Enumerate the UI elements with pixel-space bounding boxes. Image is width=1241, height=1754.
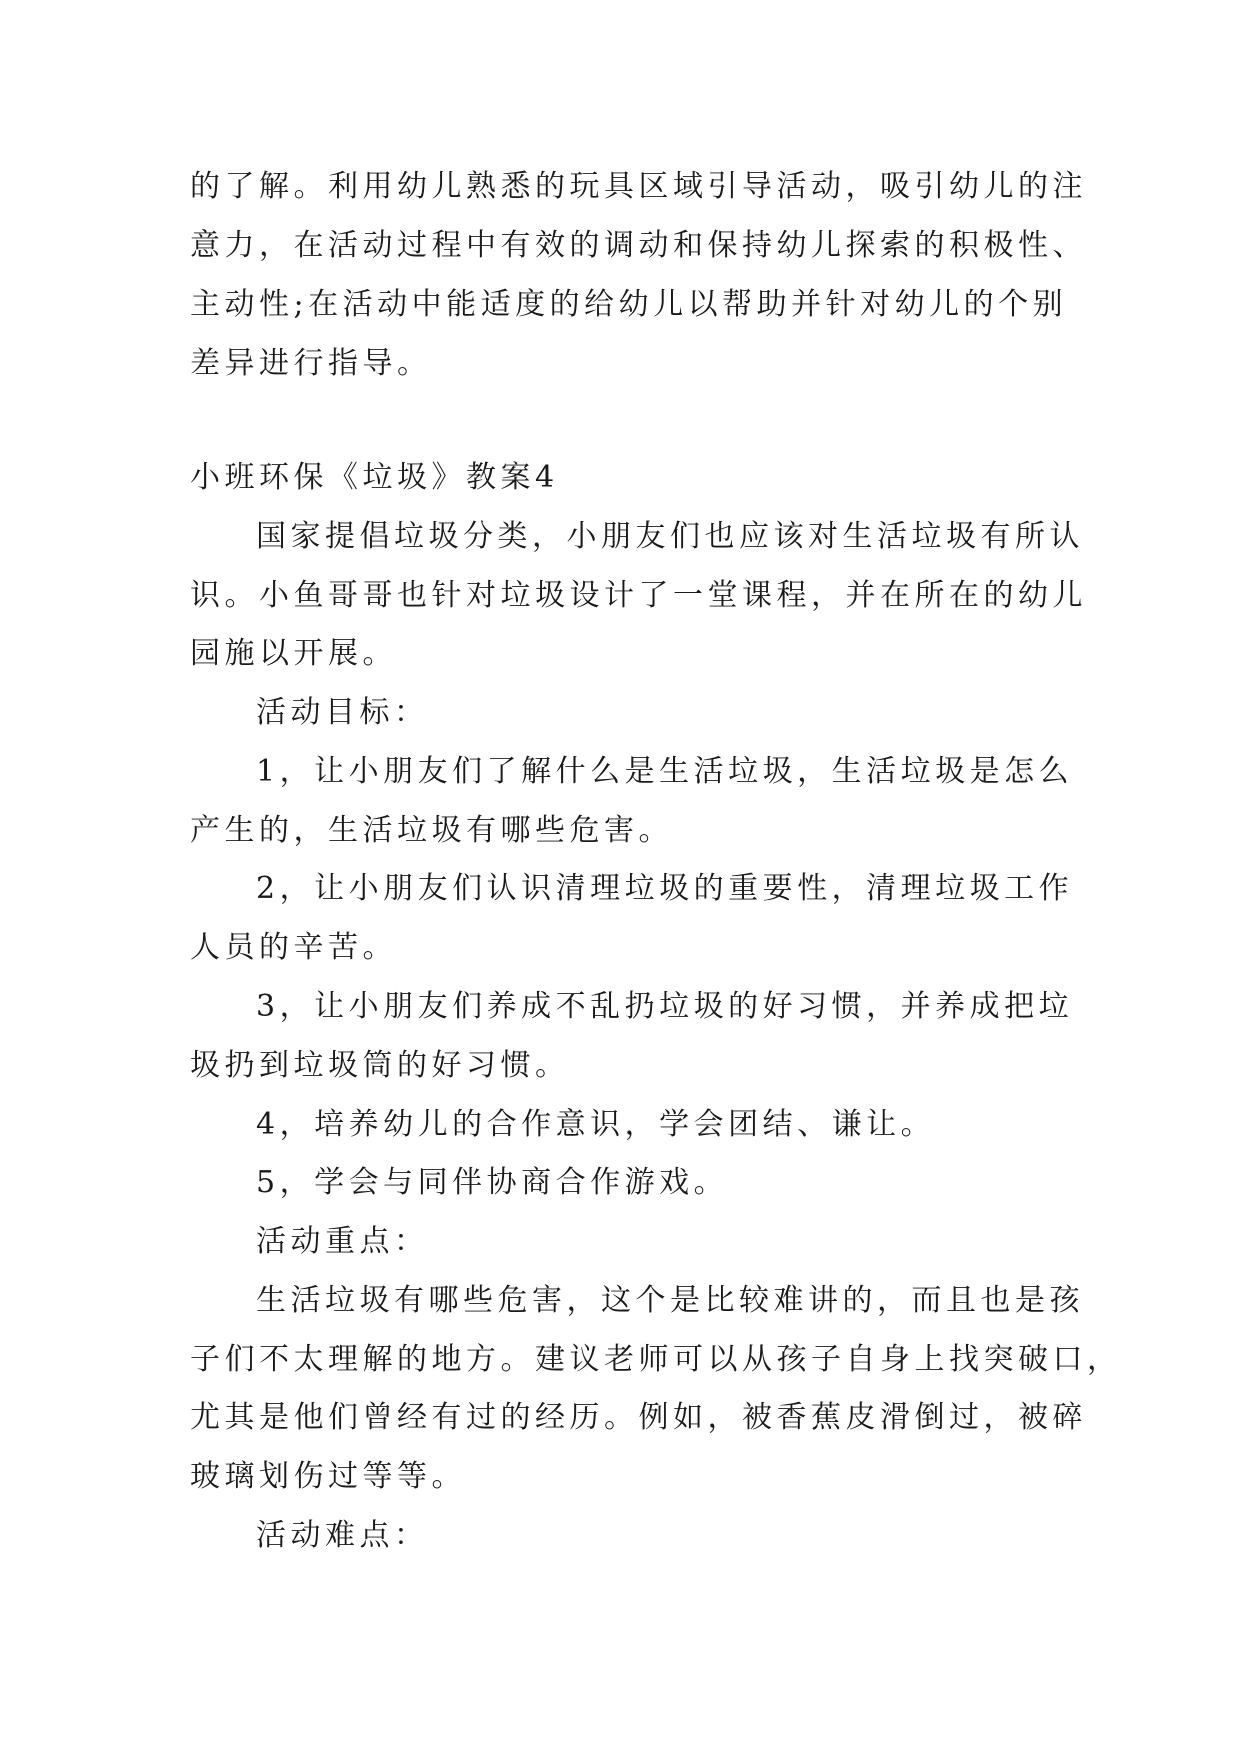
goal-item-continuation: 人员的辛苦。 xyxy=(190,930,397,965)
paragraph-line: 尤其是他们曾经有过的经历。例如，被香蕉皮滑倒过，被碎 xyxy=(190,1400,1087,1435)
goal-item-continuation: 产生的，生活垃圾有哪些危害。 xyxy=(190,813,673,848)
goal-item: 2，让小朋友们认识清理垃圾的重要性，清理垃圾工作 xyxy=(256,871,1074,906)
paragraph-line: 玻璃划伤过等等。 xyxy=(190,1459,466,1494)
goal-item: 1，让小朋友们了解什么是生活垃圾，生活垃圾是怎么 xyxy=(256,754,1074,789)
paragraph-line: 主动性;在活动中能适度的给幼儿以帮助并针对幼儿的个别 xyxy=(190,287,1068,322)
goal-item: 4，培养幼儿的合作意识，学会团结、谦让。 xyxy=(256,1107,936,1142)
paragraph-line: 的了解。利用幼儿熟悉的玩具区域引导活动，吸引幼儿的注 xyxy=(190,169,1087,204)
focus-heading: 活动重点： xyxy=(256,1224,429,1259)
goal-item-continuation: 圾扔到垃圾筒的好习惯。 xyxy=(190,1048,570,1083)
goal-item: 3，让小朋友们养成不乱扔垃圾的好习惯，并养成把垃 xyxy=(256,989,1074,1024)
paragraph-line: 生活垃圾有哪些危害，这个是比较难讲的，而且也是孩 xyxy=(256,1283,1084,1318)
paragraph-line: 子们不太理解的地方。建议老师可以从孩子自身上找突破口， xyxy=(190,1342,1122,1377)
paragraph-line: 园施以开展。 xyxy=(190,636,397,671)
goal-item: 5，学会与同伴协商合作游戏。 xyxy=(256,1165,729,1200)
paragraph-line: 识。小鱼哥哥也针对垃圾设计了一堂课程，并在所在的幼儿 xyxy=(190,578,1087,613)
paragraph-line: 国家提倡垃圾分类，小朋友们也应该对生活垃圾有所认 xyxy=(256,519,1084,554)
goals-heading: 活动目标： xyxy=(256,695,429,730)
paragraph-line: 意力，在活动过程中有效的调动和保持幼儿探索的积极性、 xyxy=(190,228,1087,263)
difficulty-heading: 活动难点： xyxy=(256,1518,429,1553)
section-title: 小班环保《垃圾》教案4 xyxy=(190,460,559,495)
paragraph-line: 差异进行指导。 xyxy=(190,346,432,381)
